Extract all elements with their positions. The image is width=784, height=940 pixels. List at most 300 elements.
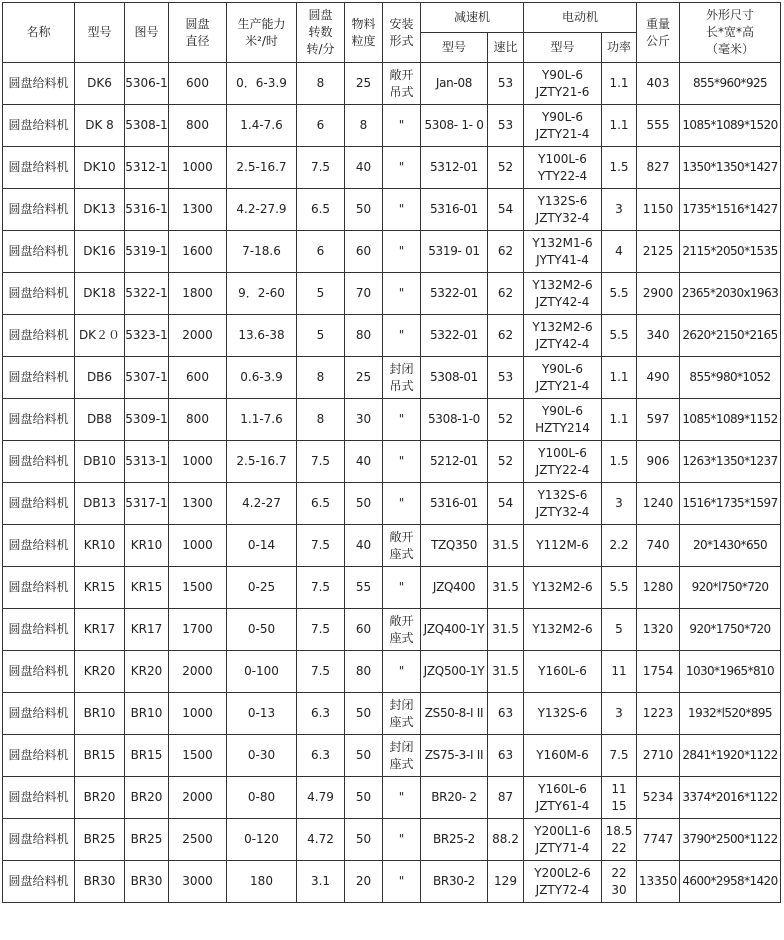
- cell-motor-power: [602, 105, 637, 147]
- cell-motor-model-line: JZTY32-4: [535, 504, 590, 519]
- cell-drawing: BR20: [125, 777, 169, 819]
- cell-motor-model: [524, 63, 602, 105]
- cell-motor-power: [602, 63, 637, 105]
- cell-model: DB10: [75, 441, 125, 483]
- cell-speed: 8: [297, 357, 345, 399]
- table-row: [3, 63, 781, 105]
- table-row: [3, 777, 781, 819]
- cell-motor-model-line: HZTY214: [535, 420, 590, 435]
- cell-dimensions: 920*l750*720: [680, 567, 781, 609]
- cell-motor-model-line: JZTY71-4: [535, 840, 590, 855]
- table-row: [3, 231, 781, 273]
- col-header-weight: 重量 公斤: [637, 3, 680, 63]
- cell-reducer-model: 5312-01: [421, 147, 488, 189]
- cell-reducer-model: JZQ400: [421, 567, 488, 609]
- table-row: [3, 693, 781, 735]
- cell-motor-model: [524, 399, 602, 441]
- cell-model: KR20: [75, 651, 125, 693]
- cell-drawing: 5312-1: [125, 147, 169, 189]
- cell-reducer-ratio: 31.5: [488, 525, 524, 567]
- cell-diameter: 1300: [169, 189, 227, 231]
- cell-drawing: 5322-1: [125, 273, 169, 315]
- cell-motor-power-line: 5.5: [609, 328, 629, 342]
- col-header-dimensions: 外形尺寸 长*宽*高 （毫米）: [680, 3, 781, 63]
- cell-weight: 1754: [637, 651, 680, 693]
- cell-dimensions: 1735*1516*1427: [680, 189, 781, 231]
- cell-diameter: 1000: [169, 525, 227, 567]
- cell-name: 圆盘给料机: [3, 189, 75, 231]
- cell-reducer-model: 5212-01: [421, 441, 488, 483]
- cell-drawing: 5307-1: [125, 357, 169, 399]
- cell-install-form-line: ": [398, 202, 405, 216]
- cell-install-form-line: ": [398, 832, 405, 846]
- cell-name: 圆盘给料机: [3, 357, 75, 399]
- cell-install-form: [383, 147, 421, 189]
- table-row: [3, 147, 781, 189]
- cell-install-form-line: ": [398, 160, 405, 174]
- cell-dimensions: 2620*2150*2165: [680, 315, 781, 357]
- cell-install-form-line: ": [398, 874, 405, 888]
- cell-reducer-model: BR20- 2: [421, 777, 488, 819]
- cell-install-form: [383, 525, 421, 567]
- cell-dimensions: 855*960*925: [680, 63, 781, 105]
- cell-reducer-model: BR25-2: [421, 819, 488, 861]
- cell-drawing: BR25: [125, 819, 169, 861]
- cell-material-size: 55: [345, 567, 383, 609]
- cell-speed: 6.5: [297, 483, 345, 525]
- cell-speed: 8: [297, 63, 345, 105]
- cell-reducer-ratio: 52: [488, 147, 524, 189]
- cell-motor-model-line: Y200L1-6: [534, 823, 591, 838]
- specification-table: [2, 2, 781, 903]
- cell-motor-model-line: Y132M2-6: [532, 319, 593, 334]
- table-row: [3, 735, 781, 777]
- cell-motor-power: [602, 357, 637, 399]
- cell-install-form: [383, 819, 421, 861]
- cell-drawing: 5306-1: [125, 63, 169, 105]
- cell-speed: 5: [297, 273, 345, 315]
- cell-reducer-ratio: 62: [488, 273, 524, 315]
- cell-motor-model-line: YTY22-4: [537, 168, 588, 183]
- cell-speed: 7.5: [297, 651, 345, 693]
- cell-motor-model: [524, 609, 602, 651]
- cell-dimensions: 3374*2016*1122: [680, 777, 781, 819]
- cell-diameter: 1600: [169, 231, 227, 273]
- cell-dimensions: 20*1430*650: [680, 525, 781, 567]
- cell-install-form-line: ": [398, 790, 405, 804]
- cell-weight: 1240: [637, 483, 680, 525]
- cell-capacity: 0-13: [227, 693, 297, 735]
- col-header-name: 名称: [3, 3, 75, 63]
- cell-weight: 2900: [637, 273, 680, 315]
- cell-name: 圆盘给料机: [3, 525, 75, 567]
- cell-motor-power-line: 3: [615, 202, 623, 216]
- cell-reducer-ratio: 31.5: [488, 567, 524, 609]
- col-header-disc-speed: 圆盘 转数 转/分: [297, 3, 345, 63]
- cell-motor-power: [602, 651, 637, 693]
- col-header-motor-model: 型号: [524, 33, 602, 63]
- cell-material-size: 50: [345, 735, 383, 777]
- cell-model: DK16: [75, 231, 125, 273]
- cell-motor-model-line: Y100L-6: [538, 445, 587, 460]
- cell-name: 圆盘给料机: [3, 777, 75, 819]
- cell-motor-power-line: 18.5: [605, 823, 633, 838]
- cell-drawing: KR15: [125, 567, 169, 609]
- cell-motor-model: [524, 735, 602, 777]
- cell-weight: 490: [637, 357, 680, 399]
- cell-speed: 4.72: [297, 819, 345, 861]
- cell-weight: 13350: [637, 861, 680, 903]
- cell-capacity: 1.4-7.6: [227, 105, 297, 147]
- cell-weight: 1223: [637, 693, 680, 735]
- cell-motor-model-line: Y90L-6: [541, 403, 584, 418]
- cell-motor-power: [602, 735, 637, 777]
- cell-diameter: 3000: [169, 861, 227, 903]
- cell-motor-model-line: Y132S-6: [537, 706, 588, 720]
- cell-reducer-model: 5308- 1- 0: [421, 105, 488, 147]
- cell-motor-model-line: Y132M2-6: [532, 277, 593, 292]
- cell-motor-model-line: JZTY42-4: [535, 336, 590, 351]
- cell-material-size: 50: [345, 777, 383, 819]
- cell-install-form: [383, 735, 421, 777]
- cell-install-form-line: 座式: [389, 546, 414, 561]
- cell-diameter: 2000: [169, 315, 227, 357]
- cell-diameter: 1700: [169, 609, 227, 651]
- cell-motor-model-line: JZTY21-6: [535, 84, 590, 99]
- cell-drawing: 5319-1: [125, 231, 169, 273]
- col-header-motor-power: 功率: [602, 33, 637, 63]
- cell-model: DB6: [75, 357, 125, 399]
- cell-diameter: 1000: [169, 147, 227, 189]
- cell-motor-power-line: 11: [611, 781, 627, 796]
- cell-material-size: 25: [345, 63, 383, 105]
- cell-reducer-model: ZS75-3-I II: [421, 735, 488, 777]
- cell-material-size: 40: [345, 147, 383, 189]
- cell-capacity: 13.6-38: [227, 315, 297, 357]
- cell-speed: 7.5: [297, 147, 345, 189]
- cell-capacity: 0-14: [227, 525, 297, 567]
- cell-motor-power: [602, 819, 637, 861]
- cell-dimensions: 2365*2030x1963: [680, 273, 781, 315]
- cell-install-form-line: ": [398, 328, 405, 342]
- cell-install-form-line: 封闭: [389, 697, 414, 712]
- cell-weight: 1280: [637, 567, 680, 609]
- table-row: [3, 357, 781, 399]
- cell-drawing: 5313-1: [125, 441, 169, 483]
- cell-speed: 6.3: [297, 693, 345, 735]
- cell-reducer-ratio: 63: [488, 735, 524, 777]
- col-header-capacity: 生产能力 米²/时: [227, 3, 297, 63]
- cell-install-form: [383, 441, 421, 483]
- cell-name: 圆盘给料机: [3, 735, 75, 777]
- cell-motor-power: [602, 147, 637, 189]
- cell-model: BR30: [75, 861, 125, 903]
- cell-install-form-line: 封闭: [389, 739, 414, 754]
- cell-install-form: [383, 483, 421, 525]
- cell-reducer-ratio: 52: [488, 441, 524, 483]
- cell-motor-power: [602, 567, 637, 609]
- cell-motor-power-line: 1.1: [609, 76, 629, 90]
- cell-dimensions: 1932*l520*895: [680, 693, 781, 735]
- cell-diameter: 2000: [169, 651, 227, 693]
- cell-install-form-line: ": [398, 412, 405, 426]
- cell-name: 圆盘给料机: [3, 861, 75, 903]
- cell-motor-power-line: 1.1: [609, 412, 629, 426]
- cell-motor-power-line: 3: [615, 706, 623, 720]
- cell-motor-power: [602, 441, 637, 483]
- cell-diameter: 800: [169, 105, 227, 147]
- cell-speed: 8: [297, 399, 345, 441]
- table-row: [3, 483, 781, 525]
- cell-diameter: 1000: [169, 693, 227, 735]
- cell-motor-power: [602, 273, 637, 315]
- cell-install-form: [383, 777, 421, 819]
- cell-reducer-ratio: 54: [488, 483, 524, 525]
- cell-weight: 7747: [637, 819, 680, 861]
- cell-dimensions: 3790*2500*1122: [680, 819, 781, 861]
- cell-install-form: [383, 273, 421, 315]
- cell-dimensions: 920*1750*720: [680, 609, 781, 651]
- cell-material-size: 50: [345, 819, 383, 861]
- cell-weight: 740: [637, 525, 680, 567]
- cell-reducer-ratio: 54: [488, 189, 524, 231]
- cell-dimensions: 2115*2050*1535: [680, 231, 781, 273]
- cell-install-form-line: 敞开: [389, 67, 414, 82]
- cell-motor-model-line: Y132S-6: [537, 487, 588, 502]
- cell-install-form-line: ": [398, 454, 405, 468]
- cell-install-form: [383, 861, 421, 903]
- cell-name: 圆盘给料机: [3, 567, 75, 609]
- table-row: [3, 525, 781, 567]
- table-row: [3, 315, 781, 357]
- col-header-material-size: 物料 粒度: [345, 3, 383, 63]
- header-row-1: [3, 3, 781, 33]
- cell-name: 圆盘给料机: [3, 399, 75, 441]
- cell-motor-model-line: Y132M2-6: [532, 580, 593, 594]
- cell-motor-model-line: Y160M-6: [536, 748, 589, 762]
- cell-motor-model-line: Y100L-6: [538, 151, 587, 166]
- cell-motor-power-line: 5.5: [609, 286, 629, 300]
- cell-motor-power-line: 22: [611, 865, 627, 880]
- cell-motor-power: [602, 861, 637, 903]
- cell-weight: 340: [637, 315, 680, 357]
- cell-material-size: 30: [345, 399, 383, 441]
- cell-install-form-line: 吊式: [389, 378, 414, 393]
- cell-drawing: KR20: [125, 651, 169, 693]
- cell-install-form: [383, 609, 421, 651]
- cell-motor-model: [524, 231, 602, 273]
- cell-install-form-line: ": [398, 244, 405, 258]
- cell-capacity: 1.1-7.6: [227, 399, 297, 441]
- cell-weight: 555: [637, 105, 680, 147]
- cell-material-size: 50: [345, 189, 383, 231]
- cell-motor-power: [602, 315, 637, 357]
- cell-diameter: 1300: [169, 483, 227, 525]
- cell-install-form-line: 座式: [389, 714, 414, 729]
- cell-install-form-line: 敞开: [389, 613, 414, 628]
- cell-speed: 7.5: [297, 525, 345, 567]
- cell-motor-power-line: 2.2: [609, 538, 629, 552]
- cell-dimensions: 1263*1350*1237: [680, 441, 781, 483]
- table-row: [3, 441, 781, 483]
- cell-motor-model: [524, 105, 602, 147]
- cell-name: 圆盘给料机: [3, 483, 75, 525]
- cell-model: DB13: [75, 483, 125, 525]
- cell-dimensions: 1030*1965*810: [680, 651, 781, 693]
- cell-capacity: 2.5-16.7: [227, 147, 297, 189]
- table-row: [3, 273, 781, 315]
- cell-motor-power: [602, 525, 637, 567]
- cell-diameter: 600: [169, 357, 227, 399]
- cell-capacity: 9．2-60: [227, 273, 297, 315]
- cell-drawing: 5308-1: [125, 105, 169, 147]
- cell-install-form-line: ": [398, 496, 405, 510]
- cell-reducer-ratio: 53: [488, 63, 524, 105]
- cell-motor-model-line: JZTY32-4: [535, 210, 590, 225]
- cell-name: 圆盘给料机: [3, 63, 75, 105]
- cell-install-form-line: 座式: [389, 630, 414, 645]
- cell-weight: 906: [637, 441, 680, 483]
- cell-speed: 4.79: [297, 777, 345, 819]
- cell-reducer-ratio: 62: [488, 231, 524, 273]
- cell-motor-model: [524, 777, 602, 819]
- cell-speed: 6: [297, 105, 345, 147]
- cell-motor-model-line: JZTY22-4: [535, 462, 590, 477]
- cell-capacity: 0-50: [227, 609, 297, 651]
- cell-reducer-ratio: 53: [488, 105, 524, 147]
- cell-install-form: [383, 651, 421, 693]
- cell-name: 圆盘给料机: [3, 693, 75, 735]
- cell-motor-model-line: Y132S-6: [537, 193, 588, 208]
- cell-material-size: 50: [345, 693, 383, 735]
- cell-capacity: 0-80: [227, 777, 297, 819]
- cell-reducer-ratio: 62: [488, 315, 524, 357]
- cell-motor-model-line: JZTY42-4: [535, 294, 590, 309]
- cell-install-form: [383, 231, 421, 273]
- cell-material-size: 25: [345, 357, 383, 399]
- cell-motor-model: [524, 861, 602, 903]
- cell-install-form-line: 座式: [389, 756, 414, 771]
- cell-reducer-model: ZS50-8-I II: [421, 693, 488, 735]
- cell-install-form: [383, 63, 421, 105]
- cell-weight: 827: [637, 147, 680, 189]
- cell-dimensions: 4600*2958*1420: [680, 861, 781, 903]
- cell-motor-model-line: Y160L-6: [538, 664, 587, 678]
- cell-motor-power-line: 22: [611, 840, 627, 855]
- cell-reducer-model: 5316-01: [421, 483, 488, 525]
- cell-drawing: 5316-1: [125, 189, 169, 231]
- cell-install-form: [383, 105, 421, 147]
- cell-motor-power-line: 5.5: [609, 580, 629, 594]
- cell-install-form-line: 封闭: [389, 361, 414, 376]
- cell-reducer-ratio: 31.5: [488, 609, 524, 651]
- cell-model: KR10: [75, 525, 125, 567]
- cell-install-form: [383, 315, 421, 357]
- cell-diameter: 1500: [169, 735, 227, 777]
- cell-motor-power-line: 3: [615, 496, 623, 510]
- cell-motor-model: [524, 315, 602, 357]
- cell-motor-model: [524, 567, 602, 609]
- cell-motor-model: [524, 357, 602, 399]
- cell-reducer-model: 5322-01: [421, 315, 488, 357]
- cell-drawing: KR10: [125, 525, 169, 567]
- cell-capacity: 2.5-16.7: [227, 441, 297, 483]
- cell-model: DK 8: [75, 105, 125, 147]
- cell-weight: 2710: [637, 735, 680, 777]
- cell-motor-model: [524, 651, 602, 693]
- cell-capacity: 0-25: [227, 567, 297, 609]
- cell-diameter: 2000: [169, 777, 227, 819]
- cell-model: BR20: [75, 777, 125, 819]
- cell-name: 圆盘给料机: [3, 273, 75, 315]
- cell-speed: 6.3: [297, 735, 345, 777]
- cell-motor-power-line: 30: [611, 882, 627, 897]
- cell-install-form-line: 吊式: [389, 84, 414, 99]
- table-row: [3, 567, 781, 609]
- cell-material-size: 20: [345, 861, 383, 903]
- cell-reducer-ratio: 53: [488, 357, 524, 399]
- cell-model: DK18: [75, 273, 125, 315]
- cell-weight: 597: [637, 399, 680, 441]
- cell-material-size: 60: [345, 609, 383, 651]
- cell-motor-power-line: 1.1: [609, 118, 629, 132]
- cell-diameter: 1800: [169, 273, 227, 315]
- cell-capacity: 0-100: [227, 651, 297, 693]
- cell-drawing: BR15: [125, 735, 169, 777]
- cell-material-size: 60: [345, 231, 383, 273]
- cell-model: DK２０: [75, 315, 125, 357]
- table-row: [3, 399, 781, 441]
- cell-motor-model-line: Y132M2-6: [532, 622, 593, 636]
- cell-diameter: 1000: [169, 441, 227, 483]
- cell-capacity: 7-18.6: [227, 231, 297, 273]
- cell-install-form-line: 敞开: [389, 529, 414, 544]
- cell-dimensions: 1085*1089*1152: [680, 399, 781, 441]
- cell-install-form: [383, 567, 421, 609]
- cell-motor-model-line: JZTY61-4: [535, 798, 590, 813]
- cell-model: DK10: [75, 147, 125, 189]
- cell-motor-model-line: Y200L2-6: [534, 865, 591, 880]
- cell-motor-power-line: 1.5: [609, 454, 629, 468]
- cell-name: 圆盘给料机: [3, 819, 75, 861]
- cell-speed: 3.1: [297, 861, 345, 903]
- cell-motor-model: [524, 525, 602, 567]
- cell-capacity: 4.2-27: [227, 483, 297, 525]
- cell-name: 圆盘给料机: [3, 441, 75, 483]
- cell-motor-model-line: Y90L-6: [541, 67, 584, 82]
- col-header-motor: 电动机: [524, 3, 637, 33]
- cell-motor-power: [602, 399, 637, 441]
- cell-name: 圆盘给料机: [3, 315, 75, 357]
- cell-reducer-model: 5316-01: [421, 189, 488, 231]
- cell-speed: 5: [297, 315, 345, 357]
- col-header-drawing: 图号: [125, 3, 169, 63]
- cell-dimensions: 855*980*1052: [680, 357, 781, 399]
- cell-model: BR10: [75, 693, 125, 735]
- table-row: [3, 861, 781, 903]
- cell-drawing: 5309-1: [125, 399, 169, 441]
- cell-diameter: 800: [169, 399, 227, 441]
- cell-motor-power-line: 1.1: [609, 370, 629, 384]
- cell-reducer-ratio: 129: [488, 861, 524, 903]
- cell-motor-model: [524, 147, 602, 189]
- cell-material-size: 70: [345, 273, 383, 315]
- cell-reducer-model: Jan-08: [421, 63, 488, 105]
- cell-model: KR17: [75, 609, 125, 651]
- cell-model: DB8: [75, 399, 125, 441]
- table-row: [3, 609, 781, 651]
- cell-dimensions: 1085*1089*1520: [680, 105, 781, 147]
